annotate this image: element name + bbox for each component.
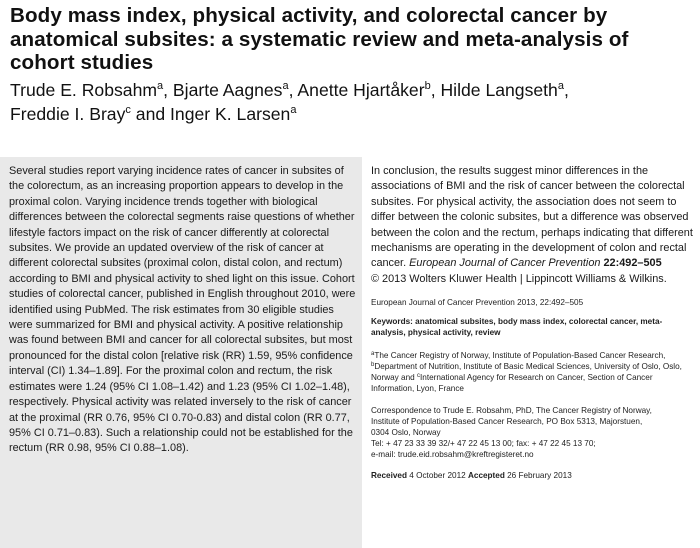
author: Inger K. Larsen$^a$ xyxy=(170,104,297,124)
received-dates: Received 4 October 2012 Accepted 26 February 2013 xyxy=(371,471,572,481)
email: e-mail: trude.eid.robsahm@kreftregisteret.no xyxy=(371,450,534,460)
author-list xyxy=(10,78,695,126)
copyright-notice: © 2013 Wolters Kluwer Health | Lippincott Williams & Wilkins. xyxy=(371,272,667,285)
author: Anette Hjartåker$^b$, xyxy=(297,80,441,100)
correspondence: Correspondence to Trude E. Robsahm, PhD, The Cancer Registry of Norway, Institute of Population-Based Cancer Research, PO Box 5313, Majorstuen, 0304 Oslo, Norway Tel: + 47 23 33 39 32/+ 47 22 45 13 00; fax: + 47 22 45 13 70; e-mail: trude.eid.robsahm@kreftregisteret.no xyxy=(371,405,693,460)
author: Trude E. Robsahm$^a$, xyxy=(10,80,173,100)
author: Freddie I. Bray$^c$ and xyxy=(10,104,171,124)
journal-line: European Journal of Cancer Prevention 2013, 22:492–505 xyxy=(371,298,584,308)
affiliations: $^a$The Cancer Registry of Norway, Institute of Population-Based Cancer Research, $^b$Department of Nutrition, Institute of Basic Medical Sciences, University of Oslo, Oslo, Norway and $^c$International Agency for Research on Cancer, Section of Cancer Information, Lyon, France xyxy=(371,351,682,394)
right-column xyxy=(371,164,693,481)
keywords: Keywords: anatomical subsites, body mass index, colorectal cancer, meta-analysis, physical activity, review xyxy=(371,317,663,338)
journal-citation: European Journal of Cancer Prevention 22:492–505 xyxy=(409,257,662,270)
abstract-text: Several studies report varying incidence rates of cancer in subsites of the colorectum, as an increasing proportion appears to develop in the proximal colon. Varying incidence trends together with biological differences between the colorectal segments raise questions of whether lifestyle factors impact on the risk of cancer differently at colorectal subsites. We provide an updated overview of the risk of cancer at different colorectal subsites (proximal colon, distal colon, and rectum) according to BMI and physical activity to shed light on this issue. Cohort studies of colorectal cancer, published in English throughout 2010, were identified using PubMed. The risk estimates from 30 eligible studies were summarized for BMI and physical activity. A positive relationship was found between BMI and cancer for all colorectal subsites, but most pronounced for the distal colon [relative risk (RR) 1.59, 95% confidence interval (CI) 1.34–1.89]. For the proximal colon and rectum, the risk estimates were 1.24 (95% CI 1.08–1.42) and 1.23 (95% CI 1.02–1.48), respectively. Physical activity was related inversely to the risk of cancer at the proximal (RR 0.76, 95% CI 0.70-0.83) and distal colon (RR 0.77, 95% CI 0.71–0.83). Such a relationship could not be established for the rectum (RR 0.98, 95% CI 0.88–1.08). xyxy=(9,165,356,455)
abstract-conclusion: In conclusion, the results suggest minor differences in the associations of BMI and the risk of cancer between the colorectal subsites. For physical activity, the association does not seem to differ between the colonic subsites, but a difference was observed between the colon and the rectum, perhaps indicating that different mechanisms are operating in the development of colon and rectal cancer. European Journal of Cancer Prevention 22:492–505 © 2013 Wolters Kluwer Health | Lippincott Williams & Wilkins. xyxy=(371,165,693,285)
author: Hilde Langseth$^a$, xyxy=(440,80,569,100)
article-title: Body mass index, physical activity, and colorectal cancer by anatomical subsites: a systematic review and meta-analysis of cohort studies xyxy=(10,4,629,74)
author: Bjarte Aagnes$^a$, xyxy=(172,80,298,100)
